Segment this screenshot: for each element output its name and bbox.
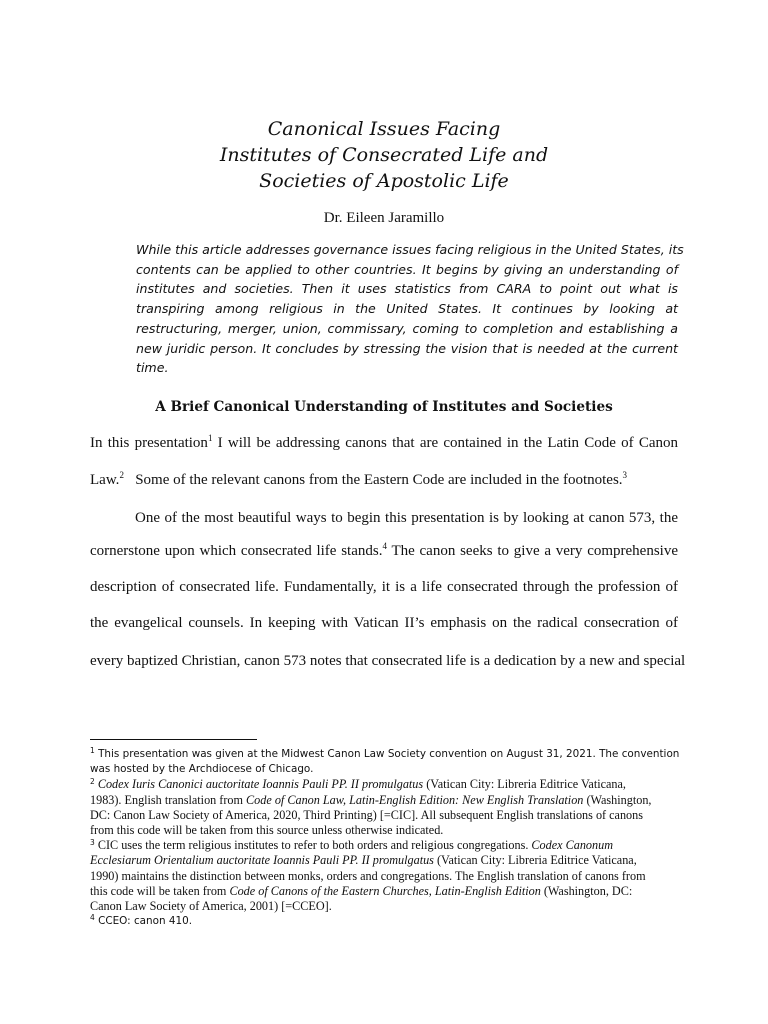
footnotes [90, 747, 680, 929]
footnote-separator [90, 739, 257, 740]
body-line: cornerstone upon which consecrated life stands.$^4$ The canon seeks to give a very comprehensive [90, 541, 678, 559]
footnote-1-cont: was hosted by the Archdiocese of Chicago. [90, 763, 314, 776]
abstract-line: restructuring, merger, union, commissary, coming to completion and establishing a [136, 320, 678, 336]
abstract-line: institutes and societies. Then it uses statistics from CARA to point out what is [136, 281, 678, 297]
abstract-line: time. [136, 360, 169, 376]
title-line-2: Institutes of Consecrated Life and [219, 144, 549, 166]
body-line: One of the most beautiful ways to begin this presentation is by looking at canon 573, the [135, 510, 678, 526]
footnote-ref[interactable]: 2 [119, 470, 124, 480]
title-line-3: Societies of Apostolic Life [259, 170, 509, 192]
abstract-line: new juridic person. It concludes by stressing the vision that is needed at the current [136, 340, 678, 356]
footnote-1: $^1$ This presentation was given at the Midwest Canon Law Society convention on August 31, 2021. The convention [90, 746, 680, 760]
footnote-3-cont: 1990) maintains the distinction between monks, orders and congregations. The English translation of canons from [90, 868, 646, 883]
footnote-3-cont: Canon Law Society of America, 2001) [=CCEO]. [90, 898, 332, 913]
abstract-line: While this article addresses governance issues facing religious in the United States, its [136, 242, 684, 257]
footnote-3-cont: Ecclesiarum Orientalium auctoritate Ioannis Pauli PP. II promulgatus (Vatican City: Libreria Editrice Vaticana, [90, 853, 637, 868]
body-line: description of consecrated life. Fundamentally, it is a life consecrated through the profession of [90, 579, 678, 595]
footnote-2-cont: 1983). English translation from Code of Canon Law, Latin-English Edition: New English Translation (Washington, [90, 792, 652, 807]
abstract-line: contents can be applied to other countries. It begins by giving an understanding of [136, 261, 678, 277]
footnote-ref[interactable]: 1 [207, 433, 213, 443]
footnote-ref[interactable]: 3 [622, 470, 628, 480]
section-heading: A Brief Canonical Understanding of Institutes and Societies [155, 399, 613, 415]
footnote-3: $^3$ CIC uses the term religious institutes to refer to both orders and religious congregations. Codex Canonum [90, 838, 614, 853]
footnote-2-cont: DC: Canon Law Society of America, 2020, Third Printing) [=CIC]. All subsequent English translations of canons [90, 807, 643, 822]
footnote-2: $^2$ Codex Iuris Canonici auctoritate Ioannis Pauli PP. II promulgatus (Vatican City: Libreria Editrice Vaticana, [90, 777, 626, 792]
abstract [136, 240, 684, 378]
article-title [0, 116, 768, 194]
body-line: Law.$^2$ Some of the relevant canons from the Eastern Code are included in the footnotes.$^3$ [90, 470, 628, 488]
body-line: every baptized Christian, canon 573 notes that consecrated life is a dedication by a new and special [90, 653, 686, 669]
abstract-line: transpiring among religious in the United States. It continues by looking at [136, 301, 678, 317]
author-name: Dr. Eileen Jaramillo [323, 210, 445, 226]
title-line-1: Canonical Issues Facing [267, 118, 501, 140]
body-line: the evangelical counsels. In keeping with Vatican II’s emphasis on the radical consecration of [90, 615, 678, 631]
body-line: In this presentation$^1$ I will be addressing canons that are contained in the Latin Code of Canon [90, 433, 678, 451]
footnote-4: $^4$ CCEO: canon 410. [90, 913, 193, 928]
footnote-2-cont: from this code will be taken from this source unless otherwise indicated. [90, 822, 444, 837]
footnote-3-cont: this code will be taken from Code of Canons of the Eastern Churches, Latin-English Edition (Washington, DC: [90, 883, 633, 898]
footnote-ref[interactable]: 4 [382, 541, 387, 551]
